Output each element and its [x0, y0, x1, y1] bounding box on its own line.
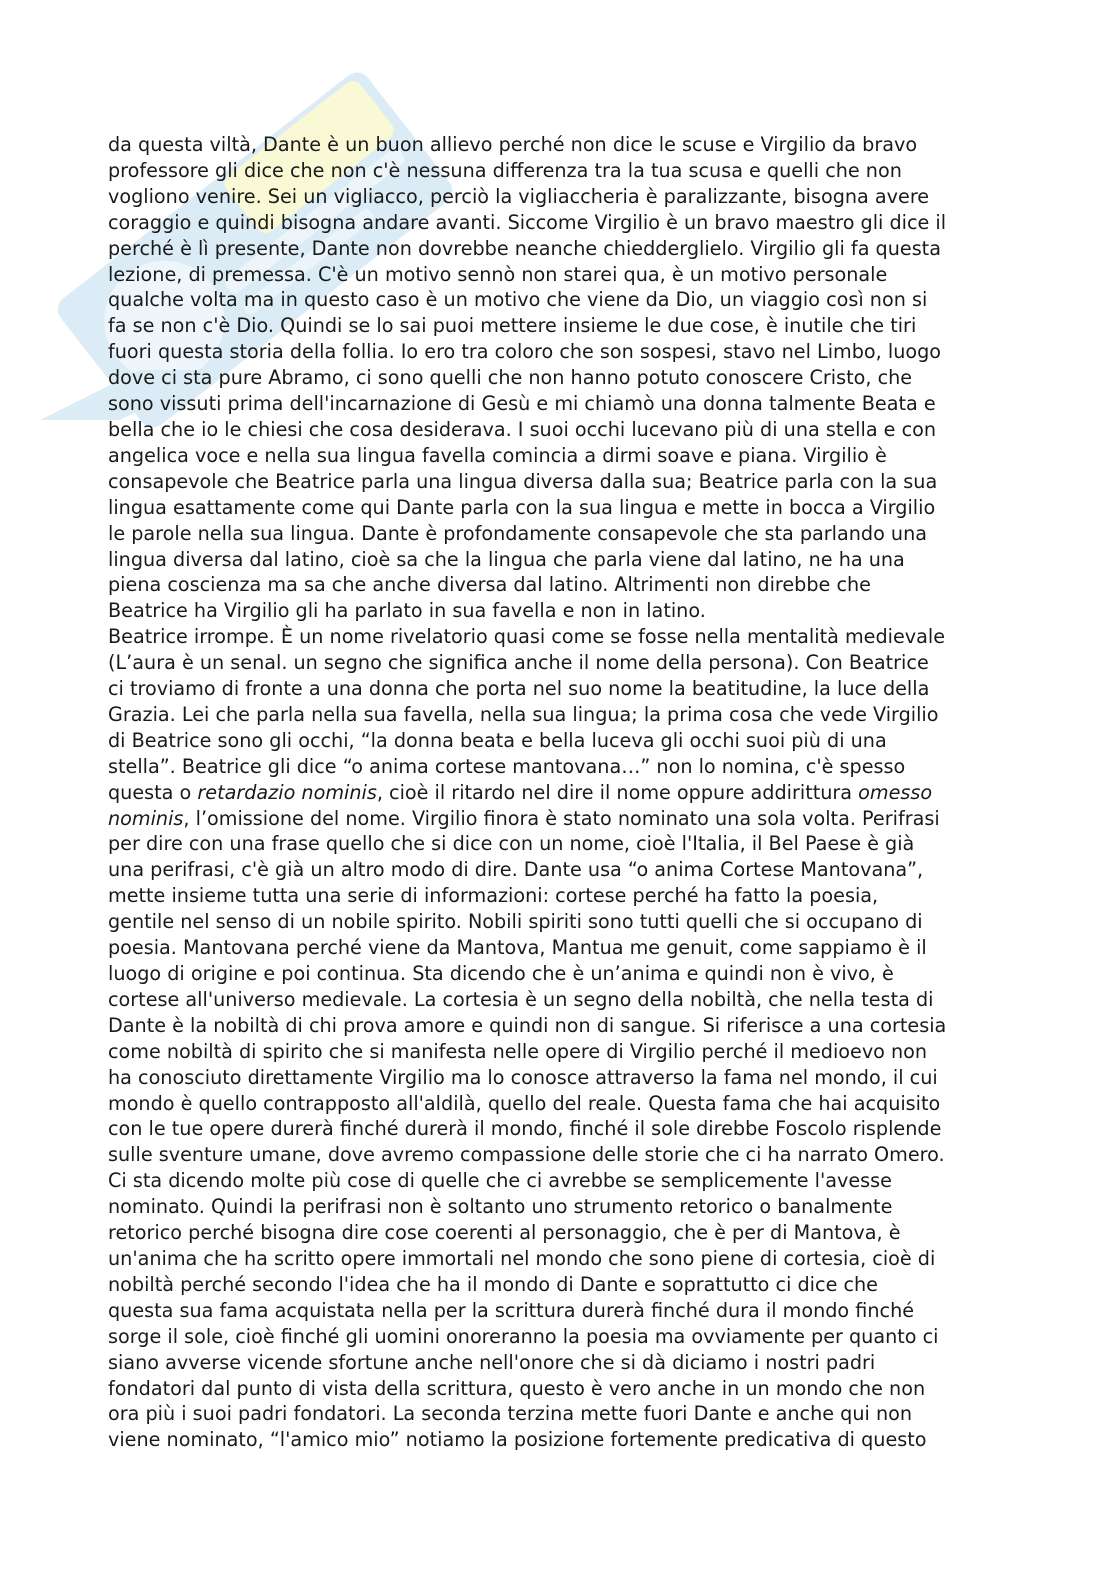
text-line: sono vissuti prima dell'incarnazione di Gesù e mi chiamò una donna talmente Beata e — [108, 392, 936, 416]
text-line: ora più i suoi padri fondatori. La seconda terzina mette fuori Dante e anche qui non — [108, 1402, 913, 1426]
text-line: lezione, di premessa. C'è un motivo sennò non starei qua, è un motivo personale — [108, 262, 888, 286]
text-line: Grazia. Lei che parla nella sua favella, nella sua lingua; la prima cosa che vede Virgilio — [108, 702, 939, 726]
text-line: nobiltà perché secondo l'idea che ha il mondo di Dante e soprattutto ci dice che — [108, 1272, 878, 1296]
text-line: angelica voce e nella sua lingua favella comincia a dirmi soave e piana. Virgilio è — [108, 443, 887, 467]
text-line: poesia. Mantovana perché viene da Mantova, Mantua me genuit, come sappiamo è il — [108, 936, 927, 960]
italic-term: omesso — [858, 780, 933, 804]
text-line: bella che io le chiesi che cosa desiderava. I suoi occhi lucevano più di una stella e con — [108, 417, 937, 441]
text-line: di Beatrice sono gli occhi, “la donna beata e bella luceva gli occhi suoi più di una — [108, 728, 887, 752]
text-line: stella”. Beatrice gli dice “o anima cortese mantovana…” non lo nomina, c'è spesso — [108, 754, 906, 778]
text-line: Beatrice ha Virgilio gli ha parlato in sua favella e non in latino. — [108, 599, 706, 623]
text-line: fondatori dal punto di vista della scrittura, questo è vero anche in un mondo che non — [108, 1376, 926, 1400]
text-line: fuori questa storia della follia. Io ero tra coloro che son sospesi, stavo nel Limbo, luogo — [108, 340, 942, 364]
text-line: Dante è la nobiltà di chi prova amore e quindi non di sangue. Si riferisce a una cortesia — [108, 1013, 947, 1037]
text-line: cortese all'universo medievale. La cortesia è un segno della nobiltà, che nella testa di — [108, 987, 934, 1011]
text-line: professore gli dice che non c'è nessuna differenza tra la tua scusa e quelli che non — [108, 158, 902, 182]
document-body — [108, 132, 1008, 1453]
text-line: con le tue opere durerà finché durerà il mondo, finché il sole direbbe Foscolo risplende — [108, 1117, 942, 1141]
text-line: questa sua fama acquistata nella per la scrittura durerà finché dura il mondo finché — [108, 1298, 915, 1322]
text-line: un'anima che ha scritto opere immortali nel mondo che sono piene di cortesia, cioè di — [108, 1246, 936, 1270]
text-line: sulle sventure umane, dove avremo compassione delle storie che ci ha narrato Omero. — [108, 1143, 945, 1167]
text-line: viene nominato, “l'amico mio” notiamo la posizione fortemente predicativa di questo — [108, 1428, 927, 1452]
text-line: ci troviamo di fronte a una donna che porta nel suo nome la beatitudine, la luce della — [108, 677, 930, 701]
italic-term: nominis — [108, 806, 184, 830]
text-line: Beatrice irrompe. È un nome rivelatorio quasi come se fosse nella mentalità medievale — [108, 625, 946, 649]
text-line: fa se non c'è Dio. Quindi se lo sai puoi mettere insieme le due cose, è inutile che tiri — [108, 314, 917, 338]
text-line: sorge il sole, cioè finché gli uomini onoreranno la poesia ma ovviamente per quanto ci — [108, 1324, 939, 1348]
text-line: Ci sta dicendo molte più cose di quelle che ci avrebbe se semplicemente l'avesse — [108, 1169, 892, 1193]
text-line: lingua diversa dal latino, cioè sa che la lingua che parla viene dal latino, ne ha una — [108, 547, 905, 571]
text-line: come nobiltà di spirito che si manifesta nelle opere di Virgilio perché il medioevo non — [108, 1039, 928, 1063]
text-line: retorico perché bisogna dire cose coerenti al personaggio, che è per di Mantova, è — [108, 1221, 901, 1245]
text-line: dove ci sta pure Abramo, ci sono quelli che non hanno potuto conoscere Cristo, che — [108, 366, 913, 390]
text-line: lingua esattamente come qui Dante parla con la sua lingua e mette in bocca a Virgilio — [108, 495, 936, 519]
text-line: una perifrasi, c'è già un altro modo di dire. Dante usa “o anima Cortese Mantovana”, — [108, 858, 924, 882]
text-line: consapevole che Beatrice parla una lingua diversa dalla sua; Beatrice parla con la sua — [108, 469, 938, 493]
text-line-with-italics — [108, 780, 1008, 806]
text-line: mette insieme tutta una serie di informazioni: cortese perché ha fatto la poesia, — [108, 884, 879, 908]
text-line: coraggio e quindi bisogna andare avanti. Siccome Virgilio è un bravo maestro gli dice il — [108, 210, 947, 234]
text-line: (L’aura è un senal. un segno che significa anche il nome della persona). Con Beatrice — [108, 651, 929, 675]
text-line: perché è lì presente, Dante non dovrebbe neanche chiedderglielo. Virgilio gli fa questa — [108, 236, 941, 260]
text-line: da questa viltà, Dante è un buon allievo perché non dice le scuse e Virgilio da bravo — [108, 133, 918, 156]
text-line: luogo di origine e poi continua. Sta dicendo che è un’anima e quindi non è vivo, è — [108, 962, 894, 985]
text-line: per dire con una frase quello che si dice con un nome, cioè l'Italia, il Bel Paese è già — [108, 832, 915, 856]
text-line: mondo è quello contrapposto all'aldilà, quello del reale. Questa fama che hai acquisito — [108, 1091, 941, 1115]
text-line: vogliono venire. Sei un vigliacco, perciò la vigliaccheria è paralizzante, bisogna avere — [108, 184, 930, 208]
text-line: piena coscienza ma sa che anche diversa dal latino. Altrimenti non direbbe che — [108, 573, 871, 597]
text-line: nominato. Quindi la perifrasi non è soltanto uno strumento retorico o banalmente — [108, 1195, 893, 1219]
text-line-with-italics — [108, 806, 1008, 832]
text-line: qualche volta ma in questo caso è un motivo che viene da Dio, un viaggio così non si — [108, 288, 928, 312]
text-fragment: questa o — [108, 780, 198, 804]
italic-term: retardazio nominis — [197, 780, 377, 804]
paragraph-2 — [108, 624, 1008, 1453]
paragraph-1 — [108, 132, 1008, 624]
text-fragment: , cioè il ritardo nel dire il nome oppure addirittura — [376, 780, 859, 804]
text-fragment: , l’omissione del nome. Virgilio finora è stato nominato una sola volta. Perifrasi — [183, 806, 940, 830]
text-line: gentile nel senso di un nobile spirito. Nobili spiriti sono tutti quelli che si occupano di — [108, 910, 923, 934]
text-line: le parole nella sua lingua. Dante è profondamente consapevole che sta parlando una — [108, 521, 928, 545]
text-line: ha conosciuto direttamente Virgilio ma lo conosce attraverso la fama nel mondo, il cui — [108, 1065, 938, 1089]
text-line: siano avverse vicende sfortune anche nell'onore che si dà diciamo i nostri padri — [108, 1350, 876, 1374]
